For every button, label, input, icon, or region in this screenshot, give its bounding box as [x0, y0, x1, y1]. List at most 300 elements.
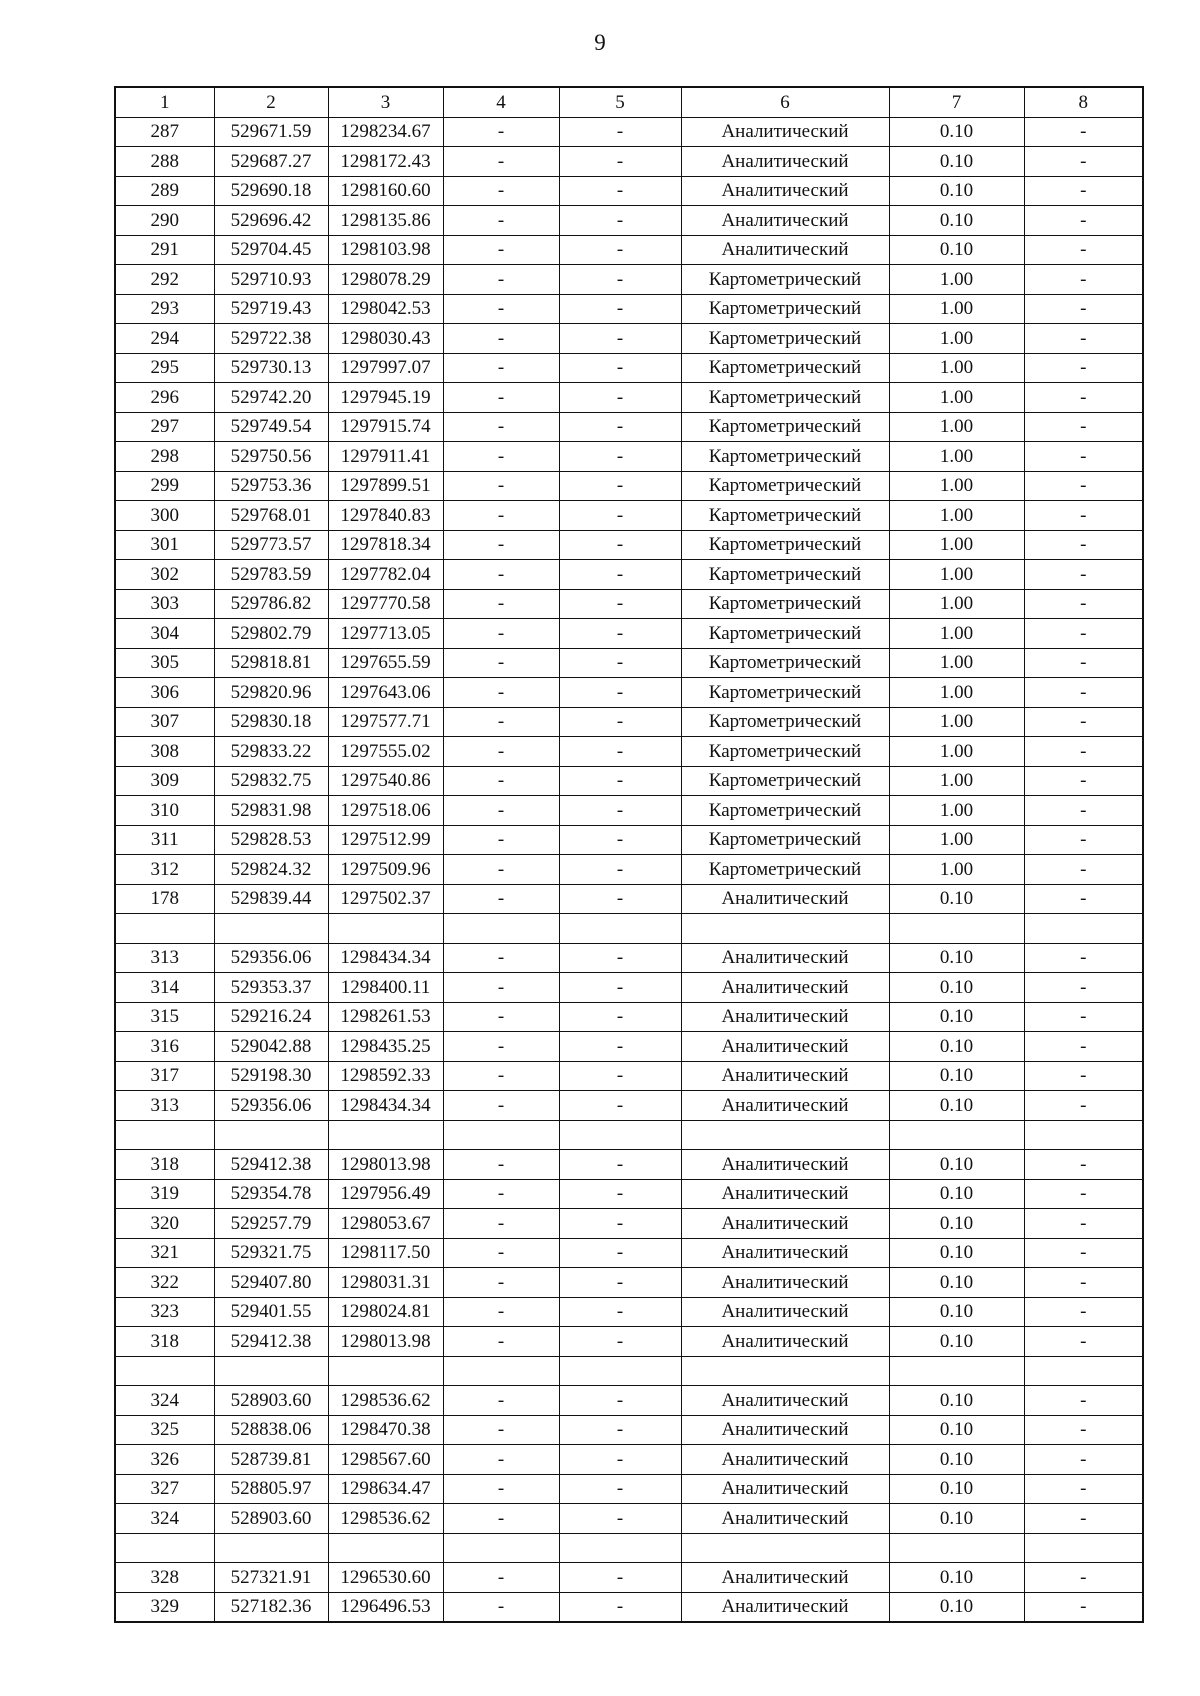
table-row: [115, 383, 1143, 413]
cell-point-number: 308: [115, 737, 214, 767]
cell-col-5: -: [559, 589, 681, 619]
cell-col-5: -: [559, 796, 681, 826]
cell-precision: 0.10: [889, 206, 1024, 236]
cell-col-8: -: [1024, 707, 1143, 737]
table-row: [115, 678, 1143, 708]
cell-method: Картометрический: [681, 442, 889, 472]
table-row: [115, 176, 1143, 206]
cell-col-8: -: [1024, 1179, 1143, 1209]
cell-precision: 1.00: [889, 353, 1024, 383]
cell-col-4: -: [443, 206, 559, 236]
table-row: [115, 1297, 1143, 1327]
cell-precision: [889, 914, 1024, 944]
cell-method: [681, 914, 889, 944]
cell-method: Картометрический: [681, 648, 889, 678]
cell-coord-x: 529742.20: [214, 383, 328, 413]
cell-method: Аналитический: [681, 1445, 889, 1475]
cell-precision: 0.10: [889, 1209, 1024, 1239]
cell-coord-x: 529830.18: [214, 707, 328, 737]
cell-coord-x: 529042.88: [214, 1032, 328, 1062]
column-header-8: 8: [1024, 87, 1143, 117]
cell-coord-y: [328, 1533, 443, 1563]
cell-col-5: -: [559, 766, 681, 796]
cell-coord-y: 1298103.98: [328, 235, 443, 265]
table-row: [115, 766, 1143, 796]
cell-method: Картометрический: [681, 855, 889, 885]
table-row: [115, 1179, 1143, 1209]
cell-point-number: [115, 1120, 214, 1150]
cell-col-5: -: [559, 855, 681, 885]
cell-col-8: -: [1024, 501, 1143, 531]
cell-coord-y: 1298117.50: [328, 1238, 443, 1268]
cell-method: Аналитический: [681, 1504, 889, 1534]
cell-coord-x: 529768.01: [214, 501, 328, 531]
cell-coord-x: 529354.78: [214, 1179, 328, 1209]
table-header-row: [115, 87, 1143, 117]
cell-coord-x: 529818.81: [214, 648, 328, 678]
cell-col-4: -: [443, 1091, 559, 1121]
table-row: [115, 796, 1143, 826]
cell-precision: [889, 1356, 1024, 1386]
cell-col-8: -: [1024, 943, 1143, 973]
cell-method: Картометрический: [681, 294, 889, 324]
cell-coord-x: 529753.36: [214, 471, 328, 501]
cell-point-number: 315: [115, 1002, 214, 1032]
cell-col-5: [559, 1120, 681, 1150]
cell-method: Картометрический: [681, 766, 889, 796]
cell-col-5: -: [559, 1002, 681, 1032]
table-row: [115, 973, 1143, 1003]
cell-coord-y: 1297956.49: [328, 1179, 443, 1209]
cell-coord-y: 1297518.06: [328, 796, 443, 826]
cell-precision: 0.10: [889, 1061, 1024, 1091]
cell-coord-y: 1298435.25: [328, 1032, 443, 1062]
cell-coord-x: 529786.82: [214, 589, 328, 619]
cell-precision: 1.00: [889, 678, 1024, 708]
cell-method: Картометрический: [681, 825, 889, 855]
cell-coord-y: 1297512.99: [328, 825, 443, 855]
cell-point-number: 292: [115, 265, 214, 295]
table-row: [115, 442, 1143, 472]
cell-col-5: -: [559, 1504, 681, 1534]
cell-precision: 0.10: [889, 1563, 1024, 1593]
cell-coord-x: 529730.13: [214, 353, 328, 383]
cell-col-4: -: [443, 943, 559, 973]
cell-precision: 0.10: [889, 147, 1024, 177]
cell-col-5: -: [559, 353, 681, 383]
cell-precision: 1.00: [889, 796, 1024, 826]
cell-coord-y: 1298078.29: [328, 265, 443, 295]
cell-col-5: -: [559, 324, 681, 354]
cell-col-4: -: [443, 1032, 559, 1062]
cell-col-8: [1024, 1356, 1143, 1386]
coordinates-table: [114, 86, 1144, 1623]
cell-method: Картометрический: [681, 471, 889, 501]
cell-coord-y: 1298470.38: [328, 1415, 443, 1445]
cell-col-4: -: [443, 176, 559, 206]
cell-point-number: 303: [115, 589, 214, 619]
cell-coord-x: 529802.79: [214, 619, 328, 649]
cell-point-number: 314: [115, 973, 214, 1003]
cell-coord-x: 527321.91: [214, 1563, 328, 1593]
cell-coord-x: 529773.57: [214, 530, 328, 560]
cell-coord-y: [328, 1120, 443, 1150]
cell-col-8: -: [1024, 442, 1143, 472]
cell-method: Картометрический: [681, 265, 889, 295]
cell-col-4: -: [443, 648, 559, 678]
cell-coord-x: 529820.96: [214, 678, 328, 708]
cell-point-number: 320: [115, 1209, 214, 1239]
cell-coord-x: 529832.75: [214, 766, 328, 796]
cell-precision: [889, 1120, 1024, 1150]
cell-method: Картометрический: [681, 530, 889, 560]
cell-method: Аналитический: [681, 1327, 889, 1357]
cell-point-number: 324: [115, 1504, 214, 1534]
cell-method: Аналитический: [681, 1150, 889, 1180]
cell-col-4: -: [443, 235, 559, 265]
cell-point-number: 324: [115, 1386, 214, 1416]
cell-coord-y: 1298172.43: [328, 147, 443, 177]
table-row: [115, 1592, 1143, 1622]
cell-col-8: -: [1024, 1002, 1143, 1032]
table-body: [115, 117, 1143, 1622]
table-row: [115, 1474, 1143, 1504]
cell-coord-y: 1298592.33: [328, 1061, 443, 1091]
cell-col-5: -: [559, 1563, 681, 1593]
cell-method: Аналитический: [681, 1209, 889, 1239]
cell-col-5: -: [559, 235, 681, 265]
cell-coord-y: 1298434.34: [328, 1091, 443, 1121]
cell-method: Картометрический: [681, 501, 889, 531]
table-row: [115, 530, 1143, 560]
cell-col-4: -: [443, 796, 559, 826]
cell-col-4: -: [443, 1061, 559, 1091]
cell-coord-y: 1297899.51: [328, 471, 443, 501]
cell-col-4: -: [443, 973, 559, 1003]
cell-col-8: -: [1024, 796, 1143, 826]
cell-col-8: -: [1024, 176, 1143, 206]
table-row: [115, 1032, 1143, 1062]
table-row: [115, 1533, 1143, 1563]
cell-point-number: 302: [115, 560, 214, 590]
cell-coord-y: 1298234.67: [328, 117, 443, 147]
cell-col-8: -: [1024, 1592, 1143, 1622]
cell-point-number: [115, 914, 214, 944]
cell-col-4: -: [443, 471, 559, 501]
cell-coord-y: 1298261.53: [328, 1002, 443, 1032]
cell-col-4: -: [443, 678, 559, 708]
cell-coord-x: 529824.32: [214, 855, 328, 885]
cell-coord-y: 1296496.53: [328, 1592, 443, 1622]
cell-col-8: -: [1024, 825, 1143, 855]
cell-coord-y: 1298160.60: [328, 176, 443, 206]
cell-col-4: -: [443, 855, 559, 885]
cell-coord-x: 529690.18: [214, 176, 328, 206]
cell-method: Аналитический: [681, 1091, 889, 1121]
cell-precision: 0.10: [889, 1238, 1024, 1268]
cell-coord-x: 529671.59: [214, 117, 328, 147]
cell-col-5: -: [559, 412, 681, 442]
cell-col-8: -: [1024, 117, 1143, 147]
cell-coord-x: 529783.59: [214, 560, 328, 590]
cell-col-8: -: [1024, 678, 1143, 708]
cell-precision: 0.10: [889, 1150, 1024, 1180]
cell-point-number: 329: [115, 1592, 214, 1622]
cell-point-number: 300: [115, 501, 214, 531]
table-row: [115, 737, 1143, 767]
cell-point-number: 326: [115, 1445, 214, 1475]
cell-point-number: [115, 1356, 214, 1386]
cell-col-8: -: [1024, 1327, 1143, 1357]
cell-coord-y: 1297818.34: [328, 530, 443, 560]
cell-coord-y: 1298013.98: [328, 1327, 443, 1357]
cell-precision: 0.10: [889, 1474, 1024, 1504]
cell-col-4: -: [443, 412, 559, 442]
cell-col-5: -: [559, 943, 681, 973]
cell-method: Картометрический: [681, 383, 889, 413]
cell-col-5: -: [559, 501, 681, 531]
cell-col-4: [443, 1356, 559, 1386]
cell-col-5: -: [559, 265, 681, 295]
cell-coord-x: 529828.53: [214, 825, 328, 855]
table-row: [115, 1563, 1143, 1593]
cell-col-5: -: [559, 1268, 681, 1298]
cell-coord-x: 529321.75: [214, 1238, 328, 1268]
cell-point-number: 316: [115, 1032, 214, 1062]
cell-method: Аналитический: [681, 117, 889, 147]
cell-col-5: -: [559, 1209, 681, 1239]
cell-point-number: 293: [115, 294, 214, 324]
cell-point-number: 288: [115, 147, 214, 177]
cell-precision: 1.00: [889, 383, 1024, 413]
cell-precision: 1.00: [889, 412, 1024, 442]
cell-coord-y: 1297577.71: [328, 707, 443, 737]
cell-precision: 0.10: [889, 1445, 1024, 1475]
cell-coord-y: 1298567.60: [328, 1445, 443, 1475]
cell-coord-y: 1297655.59: [328, 648, 443, 678]
cell-precision: 0.10: [889, 1504, 1024, 1534]
cell-col-4: -: [443, 825, 559, 855]
table-row: [115, 1061, 1143, 1091]
table-row: [115, 353, 1143, 383]
cell-col-5: -: [559, 678, 681, 708]
cell-coord-y: 1298434.34: [328, 943, 443, 973]
cell-coord-y: 1297509.96: [328, 855, 443, 885]
cell-col-5: -: [559, 383, 681, 413]
cell-col-4: -: [443, 1386, 559, 1416]
cell-coord-x: 529412.38: [214, 1150, 328, 1180]
cell-coord-x: 529719.43: [214, 294, 328, 324]
cell-col-8: -: [1024, 147, 1143, 177]
cell-col-5: -: [559, 1238, 681, 1268]
cell-method: Аналитический: [681, 1061, 889, 1091]
cell-col-4: -: [443, 294, 559, 324]
cell-col-4: -: [443, 1179, 559, 1209]
cell-coord-x: 529710.93: [214, 265, 328, 295]
table-row: [115, 1445, 1143, 1475]
cell-coord-x: 528739.81: [214, 1445, 328, 1475]
table-row: [115, 619, 1143, 649]
cell-precision: 0.10: [889, 1297, 1024, 1327]
cell-precision: 0.10: [889, 1415, 1024, 1445]
cell-point-number: 318: [115, 1150, 214, 1180]
table-row: [115, 1150, 1143, 1180]
cell-coord-x: 529216.24: [214, 1002, 328, 1032]
column-header-3: 3: [328, 87, 443, 117]
cell-col-5: -: [559, 294, 681, 324]
cell-precision: 1.00: [889, 766, 1024, 796]
cell-coord-y: 1297997.07: [328, 353, 443, 383]
cell-point-number: 297: [115, 412, 214, 442]
column-header-6: 6: [681, 87, 889, 117]
cell-precision: 0.10: [889, 943, 1024, 973]
cell-col-8: -: [1024, 589, 1143, 619]
cell-col-8: -: [1024, 530, 1143, 560]
cell-precision: 0.10: [889, 884, 1024, 914]
cell-col-8: -: [1024, 1238, 1143, 1268]
cell-precision: 0.10: [889, 1592, 1024, 1622]
table-row: [115, 884, 1143, 914]
cell-point-number: 290: [115, 206, 214, 236]
cell-point-number: 313: [115, 1091, 214, 1121]
cell-col-4: -: [443, 530, 559, 560]
cell-col-8: -: [1024, 265, 1143, 295]
cell-col-4: [443, 914, 559, 944]
cell-precision: 1.00: [889, 560, 1024, 590]
cell-col-5: -: [559, 619, 681, 649]
cell-col-5: -: [559, 707, 681, 737]
cell-point-number: 317: [115, 1061, 214, 1091]
cell-col-8: -: [1024, 560, 1143, 590]
cell-col-5: -: [559, 648, 681, 678]
column-header-1: 1: [115, 87, 214, 117]
cell-method: Картометрический: [681, 412, 889, 442]
cell-precision: 0.10: [889, 1386, 1024, 1416]
cell-point-number: 319: [115, 1179, 214, 1209]
cell-coord-x: 529356.06: [214, 943, 328, 973]
cell-coord-y: 1298634.47: [328, 1474, 443, 1504]
cell-col-8: -: [1024, 1415, 1143, 1445]
cell-col-4: -: [443, 1238, 559, 1268]
cell-coord-y: 1297915.74: [328, 412, 443, 442]
cell-col-5: -: [559, 1592, 681, 1622]
cell-coord-x: [214, 914, 328, 944]
table-row: [115, 1002, 1143, 1032]
cell-coord-x: 529696.42: [214, 206, 328, 236]
cell-method: Картометрический: [681, 560, 889, 590]
cell-col-4: -: [443, 560, 559, 590]
cell-col-4: -: [443, 353, 559, 383]
cell-precision: 0.10: [889, 1268, 1024, 1298]
cell-coord-y: 1298042.53: [328, 294, 443, 324]
cell-method: Аналитический: [681, 1297, 889, 1327]
cell-col-8: -: [1024, 1474, 1143, 1504]
cell-method: Аналитический: [681, 1386, 889, 1416]
cell-coord-y: 1297945.19: [328, 383, 443, 413]
cell-precision: [889, 1533, 1024, 1563]
cell-col-4: -: [443, 1474, 559, 1504]
cell-col-4: -: [443, 147, 559, 177]
cell-col-8: [1024, 1120, 1143, 1150]
cell-col-5: -: [559, 1150, 681, 1180]
cell-coord-x: 528838.06: [214, 1415, 328, 1445]
cell-method: Аналитический: [681, 1268, 889, 1298]
cell-precision: 1.00: [889, 471, 1024, 501]
cell-point-number: 321: [115, 1238, 214, 1268]
cell-col-8: -: [1024, 1150, 1143, 1180]
cell-point-number: 178: [115, 884, 214, 914]
cell-coord-x: 529831.98: [214, 796, 328, 826]
cell-coord-x: 528805.97: [214, 1474, 328, 1504]
cell-coord-x: 529687.27: [214, 147, 328, 177]
cell-method: Аналитический: [681, 943, 889, 973]
table-row: [115, 117, 1143, 147]
cell-coord-y: 1297840.83: [328, 501, 443, 531]
cell-coord-x: 529839.44: [214, 884, 328, 914]
cell-precision: 0.10: [889, 1032, 1024, 1062]
cell-coord-y: 1298400.11: [328, 973, 443, 1003]
cell-col-5: [559, 914, 681, 944]
table-row: [115, 1091, 1143, 1121]
table-row: [115, 1504, 1143, 1534]
cell-coord-y: 1297911.41: [328, 442, 443, 472]
cell-col-5: -: [559, 1445, 681, 1475]
cell-coord-y: 1297555.02: [328, 737, 443, 767]
cell-coord-y: 1297540.86: [328, 766, 443, 796]
cell-col-4: -: [443, 619, 559, 649]
cell-col-4: -: [443, 1297, 559, 1327]
cell-point-number: 306: [115, 678, 214, 708]
cell-coord-x: [214, 1356, 328, 1386]
cell-coord-y: 1298536.62: [328, 1386, 443, 1416]
cell-point-number: 311: [115, 825, 214, 855]
cell-precision: 1.00: [889, 589, 1024, 619]
cell-coord-x: 529749.54: [214, 412, 328, 442]
cell-point-number: [115, 1533, 214, 1563]
cell-coord-y: 1298536.62: [328, 1504, 443, 1534]
cell-col-5: -: [559, 737, 681, 767]
cell-method: Картометрический: [681, 737, 889, 767]
cell-col-5: -: [559, 1327, 681, 1357]
table-row: [115, 501, 1143, 531]
cell-method: Картометрический: [681, 353, 889, 383]
cell-col-8: -: [1024, 1091, 1143, 1121]
cell-col-4: -: [443, 265, 559, 295]
table-row: [115, 206, 1143, 236]
cell-coord-x: [214, 1533, 328, 1563]
cell-col-4: -: [443, 1327, 559, 1357]
cell-col-8: -: [1024, 619, 1143, 649]
cell-col-4: -: [443, 1415, 559, 1445]
cell-coord-y: 1298053.67: [328, 1209, 443, 1239]
cell-precision: 1.00: [889, 324, 1024, 354]
cell-col-5: -: [559, 471, 681, 501]
table-row: [115, 1120, 1143, 1150]
table-row: [115, 294, 1143, 324]
column-header-7: 7: [889, 87, 1024, 117]
cell-method: Аналитический: [681, 206, 889, 236]
cell-point-number: 305: [115, 648, 214, 678]
cell-col-5: -: [559, 1297, 681, 1327]
cell-col-8: -: [1024, 1297, 1143, 1327]
cell-col-4: -: [443, 707, 559, 737]
table-row: [115, 1415, 1143, 1445]
cell-method: Аналитический: [681, 1032, 889, 1062]
cell-coord-x: 529356.06: [214, 1091, 328, 1121]
cell-col-4: -: [443, 1445, 559, 1475]
cell-precision: 0.10: [889, 1179, 1024, 1209]
cell-col-8: -: [1024, 1386, 1143, 1416]
